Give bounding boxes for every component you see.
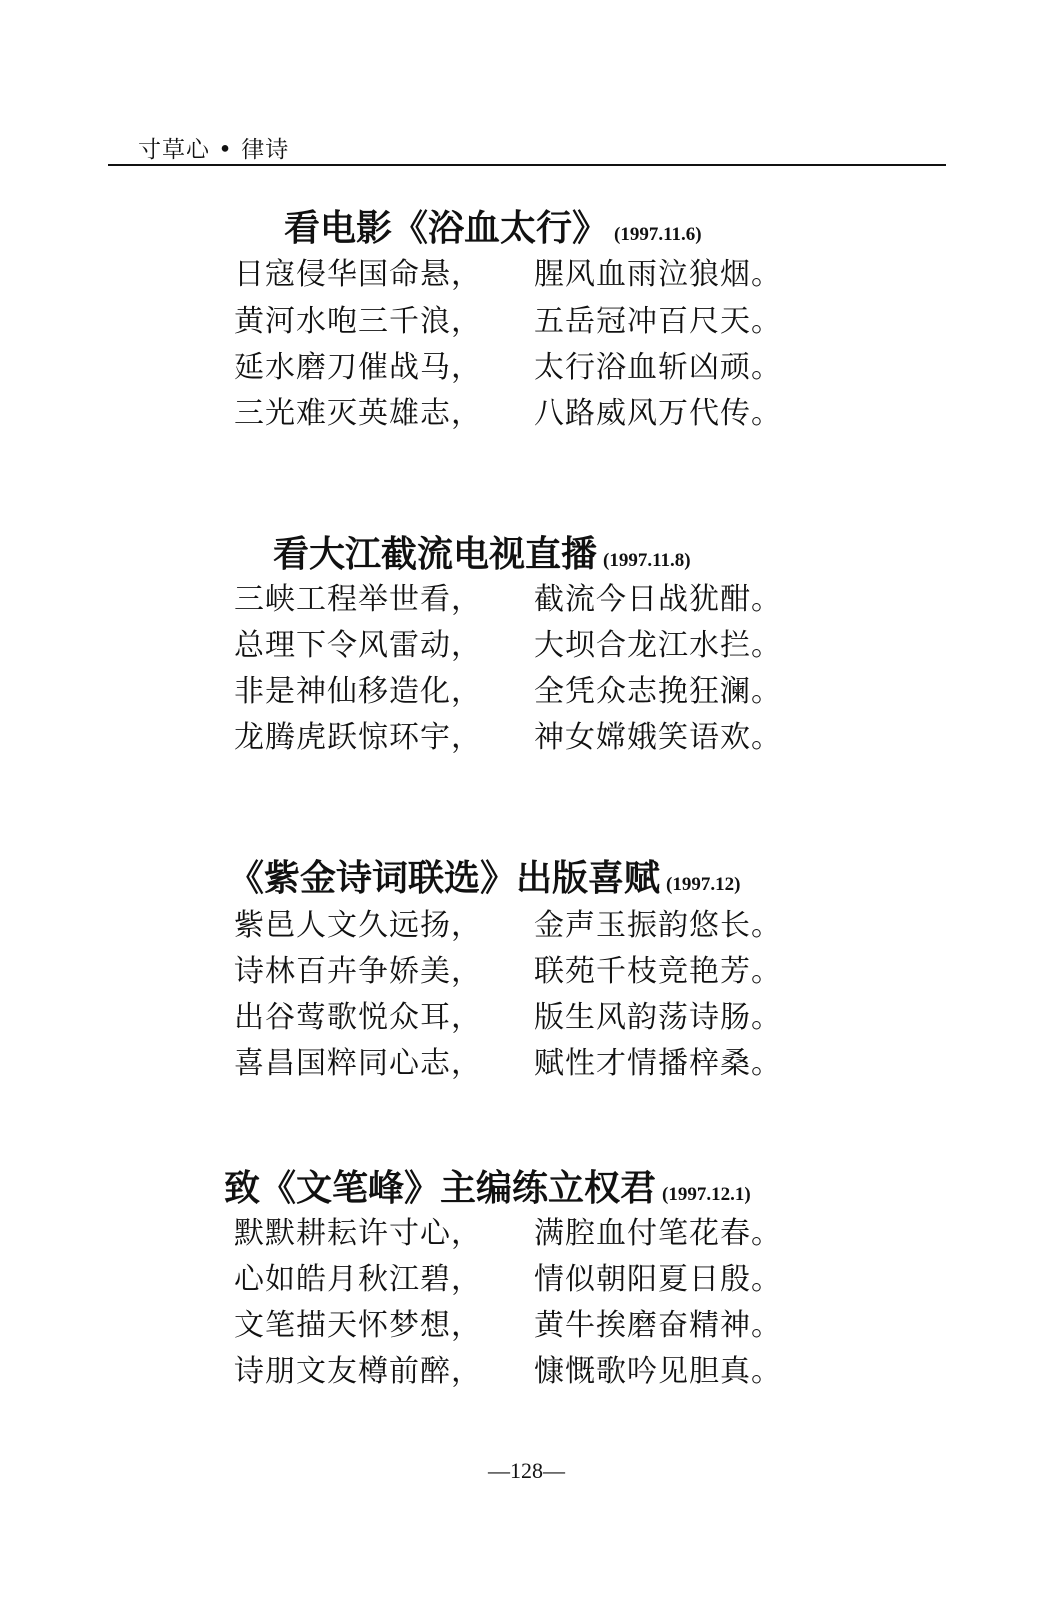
- line-second-half: 慷慨歌吟见胆真。: [534, 1354, 782, 1389]
- line-first-half: 诗朋文友樽前醉，: [234, 1354, 482, 1389]
- line-second-half: 神女嫦娥笑语欢。: [534, 720, 782, 755]
- line-first-half: 文笔描天怀梦想，: [234, 1308, 482, 1343]
- poem-line: [0, 1208, 1053, 1254]
- poem-line: [0, 620, 1053, 666]
- line-first-half: 诗林百卉争娇美，: [234, 954, 482, 989]
- poem-title: [224, 1160, 751, 1211]
- line-second-half: 八路威风万代传。: [534, 396, 782, 431]
- line-second-half: 全凭众志挽狂澜。: [534, 674, 782, 709]
- poem-date: (1997.12.1): [662, 1184, 751, 1205]
- line-first-half: 默默耕耘许寸心，: [234, 1216, 482, 1251]
- poem-date: (1997.11.6): [614, 224, 702, 245]
- line-first-half: 心如皓月秋江碧，: [234, 1262, 482, 1297]
- poem-line: [0, 1038, 1053, 1084]
- line-second-half: 联苑千枝竞艳芳。: [534, 954, 782, 989]
- poem-line: [0, 388, 1053, 434]
- poem-title-text: 《紫金诗词联选》出版喜赋: [228, 858, 661, 899]
- poem-line: [0, 1300, 1053, 1346]
- poem-line: [0, 946, 1053, 992]
- line-first-half: 喜昌国粹同心志，: [234, 1046, 482, 1081]
- line-second-half: 情似朝阳夏日殷。: [534, 1262, 782, 1297]
- poem-title: [228, 850, 740, 901]
- line-second-half: 赋性才情播梓桑。: [534, 1046, 782, 1081]
- line-second-half: 大坝合龙江水拦。: [534, 628, 782, 663]
- poem-line: [0, 1346, 1053, 1392]
- line-first-half: 延水磨刀催战马，: [234, 350, 482, 385]
- line-first-half: 总理下令风雷动，: [234, 628, 482, 663]
- line-first-half: 黄河水咆三千浪，: [234, 304, 482, 339]
- poem-title-text: 看电影《浴血太行》: [284, 208, 609, 249]
- poem-date: (1997.12): [666, 874, 741, 895]
- line-second-half: 五岳冠冲百尺天。: [534, 304, 782, 339]
- line-first-half: 龙腾虎跃惊环宇，: [234, 720, 482, 755]
- poem-title: [284, 200, 702, 251]
- line-first-half: 出谷莺歌悦众耳，: [234, 1000, 482, 1035]
- line-second-half: 截流今日战犹酣。: [534, 582, 782, 617]
- line-first-half: 日寇侵华国命悬，: [234, 257, 482, 292]
- line-second-half: 版生风韵荡诗肠。: [534, 1000, 782, 1035]
- poem-line: [0, 296, 1053, 342]
- poem-line: [0, 900, 1053, 946]
- line-first-half: 紫邑人文久远扬，: [234, 908, 482, 943]
- line-second-half: 腥风血雨泣狼烟。: [534, 257, 782, 292]
- poem-line: [0, 574, 1053, 620]
- poem-line: [0, 342, 1053, 388]
- line-first-half: 三峡工程举世看，: [234, 582, 482, 617]
- poem-date: (1997.11.8): [603, 550, 691, 571]
- line-second-half: 黄牛挨磨奋精神。: [534, 1308, 782, 1343]
- poem-title-text: 看大江截流电视直播: [273, 534, 598, 575]
- line-first-half: 三光难灭英雄志，: [234, 396, 482, 431]
- page-number: —128—: [488, 1458, 565, 1483]
- poem-line: [0, 666, 1053, 712]
- line-second-half: 满腔血付笔花春。: [534, 1216, 782, 1251]
- line-first-half: 非是神仙移造化，: [234, 674, 482, 709]
- poem-line: [0, 249, 1053, 295]
- header-rule: [108, 164, 946, 166]
- poem-line: [0, 712, 1053, 758]
- poem-line: [0, 1254, 1053, 1300]
- line-second-half: 金声玉振韵悠长。: [534, 908, 782, 943]
- line-second-half: 太行浴血斩凶顽。: [534, 350, 782, 385]
- poem-title-text: 致《文笔峰》主编练立权君: [224, 1168, 657, 1209]
- poem-line: [0, 992, 1053, 1038]
- running-header: 寸草心 • 律诗: [138, 137, 290, 163]
- poem-title: [273, 526, 691, 577]
